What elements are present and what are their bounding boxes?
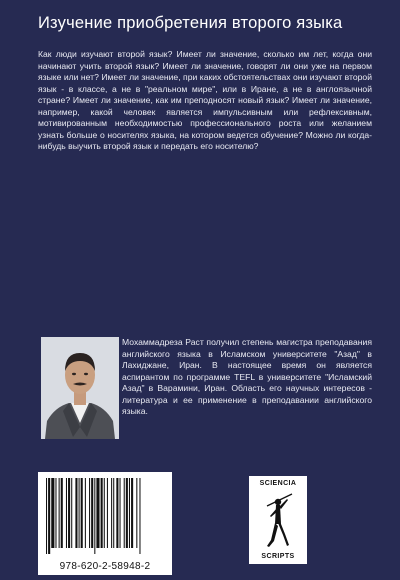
isbn-barcode — [38, 472, 172, 575]
publisher-name-top: SCIENCIA — [259, 480, 297, 487]
book-title: Изучение приобретения второго языка — [38, 14, 343, 32]
back-cover-blurb: Как люди изучают второй язык? Имеет ли значение, сколько им лет, когда они начинают учить второй язык? Имеет ли значение, говорят ли они уже на первом языке или нет? Имеет ли значение, при каких обстоятельствах они изучают второй язык - в классе, а не в "реальном мире", или в Иране, а не в англоязычной стране? Имеет ли значение, как им преподносят новый язык? Имеет ли значение, например, какой человек является импульсивным или рефлексивным, мотивированным необходимостью профессионального роста или желанием узнать больше о носителях языка, на котором ведется обучение? Можно ли когда-нибудь выучить второй язык и передать его носителю? — [38, 49, 372, 152]
spear-thrower-icon — [263, 490, 293, 550]
publisher-name-bottom: SCRIPTS — [261, 553, 295, 560]
author-bio: Мохаммадреза Раст получил степень магистра преподавания английского языка в Исламском университете "Азад" в Лахиджане, Иран. В настоящее время он является аспирантом по программе TEFL в университете "Исламский Азад" в Варамини, Иран. Область его научных интересов - литература и ее применение в преподавании английского языка. — [122, 337, 372, 417]
isbn-number: 978-620-2-58948-2 — [59, 561, 151, 572]
barcode-icon — [44, 478, 166, 554]
publisher-logo — [249, 476, 307, 564]
author-photo — [41, 337, 119, 439]
